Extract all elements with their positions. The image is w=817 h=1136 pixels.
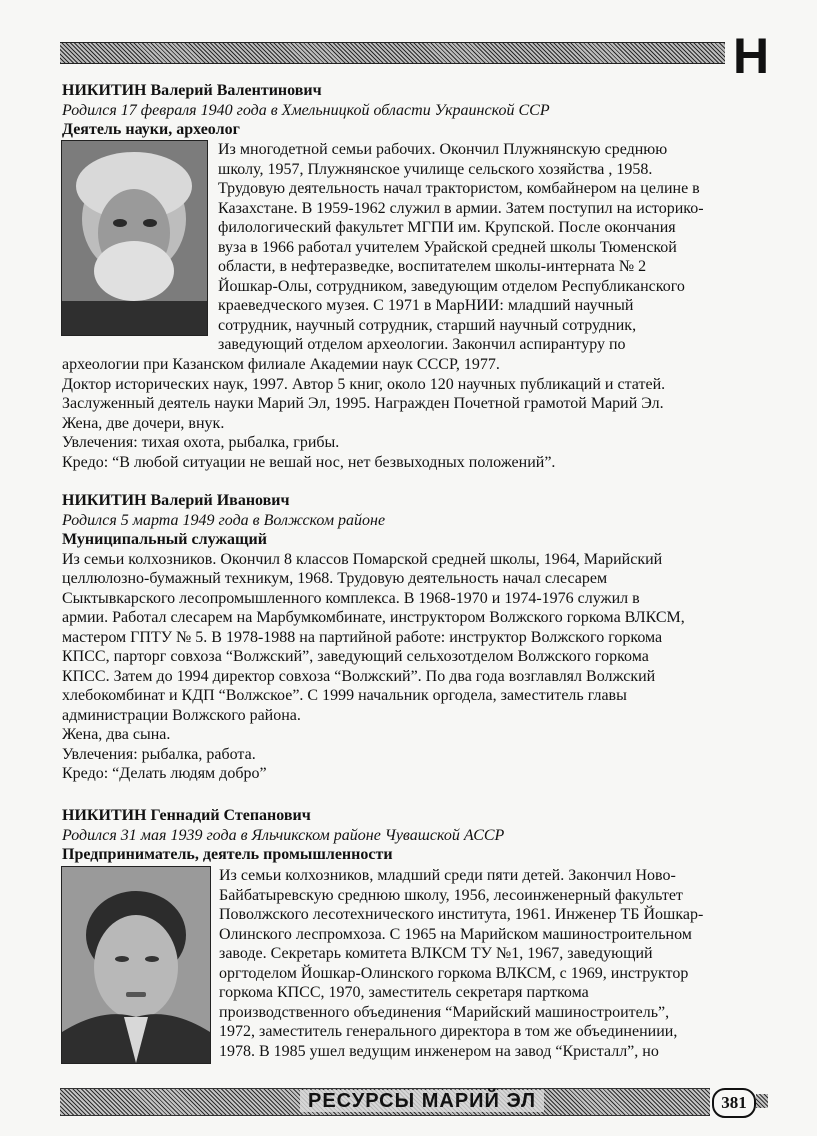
- entry-1: [62, 81, 767, 140]
- text-line: Трудовую деятельность начал трактористом, комбайнером на целине в: [218, 180, 700, 197]
- text-line: Олинского леспромхоза. С 1965 на Марийском машиностроительном: [219, 925, 692, 943]
- text-line: сотрудник, научный сотрудник, старший научный сотрудник,: [218, 316, 637, 334]
- entry-2: [62, 491, 767, 784]
- entry-3-wrapped-text: [219, 866, 779, 1061]
- entry-3: [62, 806, 767, 865]
- text-line: Байбатыревскую среднюю школу, 1956, лесоинженерный факультет: [219, 886, 683, 904]
- text-line: Кредо: “Делать людям добро”: [62, 765, 267, 782]
- text-line: Доктор исторических наук, 1997. Автор 5 книг, около 120 научных публикаций и статей.: [62, 375, 666, 393]
- text-line: 1972, заместитель генерального директора в том же объединениии,: [219, 1023, 678, 1040]
- text-line: Из семьи колхозников, младший среди пяти детей. Закончил Ново-: [219, 867, 676, 884]
- text-line: заводе. Секретарь комитета ВЛКСМ ТУ №1, 1967, заведующий: [219, 945, 653, 962]
- text-line: КПСС, парторг совхоза “Волжский”, заведующий сельхозотделом Волжского горкома: [62, 648, 649, 665]
- text-line: Кредо: “В любой ситуации не вешай нос, нет безвыходных положений”.: [62, 453, 556, 471]
- entry-3-role: Предприниматель, деятель промышленности: [62, 846, 393, 863]
- text-line: школу, 1957, Плужнянское училище сельского хозяйства , 1958.: [218, 160, 653, 178]
- text-line: производственного объединения “Марийский машиностроитель”,: [219, 1003, 670, 1021]
- text-line: Увлечения: тихая охота, рыбалка, грибы.: [62, 434, 340, 451]
- entry-3-name: НИКИТИН Геннадий Степанович: [62, 807, 311, 824]
- entry-2-born: Родился 5 марта 1949 года в Волжском районе: [62, 511, 386, 529]
- photo-nikitin-gennady-s: [61, 866, 211, 1064]
- text-line: оргтоделом Йошкар-Олинского горкома ВЛКСМ, с 1969, инструктор: [219, 964, 689, 982]
- text-line: Жена, два сына.: [62, 726, 171, 743]
- text-line: 1978. В 1985 ушел ведущим инженером на завод “Кристалл”, но: [219, 1042, 659, 1060]
- text-line: заведующий отделом археологии. Закончил аспирантуру по: [218, 336, 626, 353]
- text-line: администрации Волжского района.: [62, 706, 301, 724]
- entry-1-wrapped-text: [218, 140, 778, 355]
- text-line: Сыктывкарского лесопромышленного комплекса. В 1968-1970 и 1974-1976 служил в: [62, 589, 640, 607]
- text-line: Йошкар-Олы, сотрудником, заведующим отделом Республиканского: [218, 277, 685, 295]
- text-line: Из семьи колхозников. Окончил 8 классов Помарской средней школы, 1964, Марийский: [62, 550, 663, 568]
- text-line: археологии при Казанском филиале Академии наук СССР, 1977.: [62, 356, 500, 373]
- text-line: филологический факультет МГПИ им. Крупской. После окончания: [218, 219, 676, 236]
- text-line: Жена, две дочери, внук.: [62, 414, 225, 432]
- footer-title: РЕСУРСЫ МАРИЙ ЭЛ: [300, 1090, 544, 1112]
- text-line: области, в нефтеразведке, воспитателем школы-интерната № 2: [218, 258, 647, 275]
- entry-1-full-text: [62, 355, 767, 472]
- text-line: Заслуженный деятель науки Марий Эл, 1995. Награжден Почетной грамотой Марий Эл.: [62, 395, 664, 412]
- text-line: Из многодетной семьи рабочих. Окончил Плужнянскую среднюю: [218, 141, 668, 158]
- header-decorative-bar: [60, 42, 725, 64]
- text-line: КПСС. Затем до 1994 директор совхоза “Волжский”. По два года возглавлял Волжский: [62, 667, 656, 685]
- entry-2-name: НИКИТИН Валерий Иванович: [62, 492, 290, 509]
- text-line: целлюлозно-бумажный техникум, 1968. Трудовую деятельность начал слесарем: [62, 570, 608, 587]
- entry-1-name: НИКИТИН Валерий Валентинович: [62, 82, 322, 99]
- entry-1-born: Родился 17 февраля 1940 года в Хмельницкой области Украинской ССР: [62, 101, 550, 119]
- text-line: Поволжского лесотехнического института, 1961. Инженер ТБ Йошкар-: [219, 906, 704, 923]
- text-line: горкома КПСС, 1970, заместитель секретаря парткома: [219, 984, 589, 1001]
- photo-nikitin-valery-v: [61, 140, 208, 336]
- text-line: Казахстане. В 1959-1962 служил в армии. Затем поступил на историко-: [218, 199, 704, 217]
- footer-bar-tail: [756, 1094, 768, 1108]
- entry-3-born: Родился 31 мая 1939 года в Яльчикском районе Чувашской АССР: [62, 826, 505, 844]
- text-line: краеведческого музея. С 1971 в МарНИИ: младший научный: [218, 297, 634, 314]
- page-number: 381: [712, 1088, 756, 1118]
- text-line: мастером ГПТУ № 5. В 1978-1988 на партийной работе: инструктор Волжского горкома: [62, 628, 663, 646]
- text-line: армии. Работал слесарем на Марбумкомбинате, инструктором Волжского горкома ВЛКСМ,: [62, 609, 685, 626]
- text-line: вуза в 1966 работал учителем Урайской средней школы Тюменской: [218, 238, 677, 256]
- text-line: хлебокомбинат и КДП “Волжское”. С 1999 начальник оргодела, заместитель главы: [62, 687, 627, 704]
- entry-2-role: Муниципальный служащий: [62, 531, 267, 548]
- section-letter: Н: [732, 28, 770, 84]
- text-line: Увлечения: рыбалка, работа.: [62, 745, 256, 763]
- entry-1-role: Деятель науки, археолог: [62, 121, 240, 138]
